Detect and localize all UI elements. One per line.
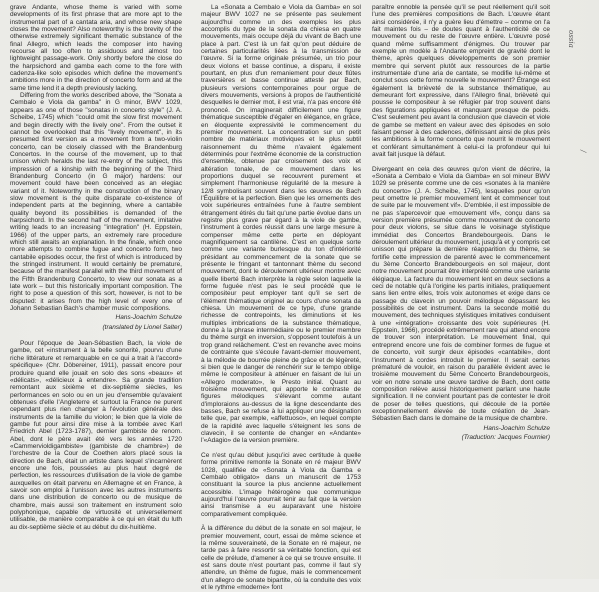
french-column-right: [372, 4, 550, 576]
english-paragraph-2: Differing from the works described above, the "Sonata a Cembalo e Viola da gamba" in G minor, BWV 1029, appears as one of those "sonatas in concerto style" (J. A. Scheibe, 1745) which "could omit the slow first movement and begin directly with the lively one". From the outset it cannot be overlooked that this "lively movement", in its presumed first version as a movement from a two-violin concerto, can be closely classed with the Brandenburg Concertos. In the course of the movement, up to that unison which heralds the last re-entry of the subject, this impression of a kinship with the beginning of the Third Brandenburg Concerto (in G major) hardens: our movement could have been conceived as an elegiac variant of it. Noteworthy in the construction of the binary slow movement is the quite disparate co-existence of independent parts at the beginning, where a cantabile quality beyond its possibilities is demanded of the harpsichord. In the second half of the movement, imitative writing leads to an increasing "integration" (H. Eppstein, 1966) of the upper parts, an extremely rare procedure which still awaits an explanation. In the finale, which once more attempts to combine fugue and concerto form, two cantabile episodes occur, the first of which is introduced by the stringed instrument. It would certainly be premature, because of the manifest parallel with the third movement of the Fifth Brandenburg Concerto, to view our sonata as a late work – but this historically important composition. The right to pose a question of this sort, however, is not to be disputed: it arises from the high level of every one of Johann Sebastian Bach's chamber music compositions.: [10, 92, 182, 313]
english-paragraph-1: grave Andante, whose theme is varied with some developments of its first phrase that are more apt to the instrumental part of a cantata aria, and whose new shape closes the movement? Also noteworthy is the brevity of the otherwise extremely significant thematic substance of the final Allegro, which leads the composer into having recourse all too often to assiduous and almost too lightweight passage-work. Only shortly before the close do the harpsichord and gamba each come to the fore with cadenza-like solo episodes which define the movement's ambitions more in the direction of concerto form and at the same time lend it a depth previously lacking.: [10, 4, 182, 92]
english-column: [10, 4, 182, 576]
french-right-text: paraître ennoble la pensée qu'il se peut réellement qu'il soit l'une des premières compositions de Bach. L'œuvre étant ainsi considérée, il n'y a guère lieu d'émettre – comme on l'a fait maintes fois – de doutes quant à l'authenticité de ce mouvement ou du reste de l'œuvre entière. L'œuvre posé quand même suffisamment d'énigmes. Ou trouver par exemple un modèle à l'Andante empreint de gravité dont le thème, après quelques développements de son premier membre qui servent plutôt aux ressources de la partie instrumentale d'une aria de cantate, se modifie lui-même et conclut sous cette forme nouvelle le mouvement? Étrange est également la brièveté de la substance thématique, au demeurant fort expressive, dans l'Allegro final, brièveté qui pousse le compositeur à se réfugier par trop souvent dans des figurations appliquées et manquant presque de poids. C'est seulement peu avant la conclusion que clavecin et viole de gambe se mettent en valeur avec des épisodes en solo faisant penser à des cadences, définissant ainsi de plus près les ambitions à la forme concerto que nourrit le mouvement et conférant simultanément à celui-ci la profondeur qui lui avait fait jusque là défaut. Divergeant en cela des œuvres qu'on vient de décrire, la «Sonata a Cembalo e Viola da Gamba» en sol mineur BWV 1029 se présente comme une de ces «sonates à la manière du concerto» (J. A. Scheibe, 1745), lesquelles pour qu'on peut omettre le premier mouvement lent et commencer tout de suite par le mouvement vif». D'emblée, il est impossible de ne pas s'apercevoir que «mouvement vif», conçu dans sa version première présumée comme mouvement de concerto pour deux violons, se situe dans le voisinage stylistique immédiat des Concertos Brandebourgeois. Dans le déroulement ultérieur du mouvement, jusqu'à et y compris cet unisson qui prépare la dernière réapparition du thème, se fortifie cette impression de parenté avec le commencement du 3ème Concerto Brandebourgeois en sol majeur, dont notre mouvement pourrait être interprété comme une variante élégiaque. La facture du mouvement lent en deux sections a ceci de notable qu'à l'origine les partis initiales, pratiquement sans lien entre elles, trois voix autonomes et exige dans ce passage du clavecin un pouvoir mélodique dépassant les possibilités de cet instrument. Dans la seconde moitié du mouvement, des techniques stylistiques imitatives conduisent à une «intégration» croissante des voix supérieures (H. Eppstein, 1966), procédé extrêmement rare qui attend encore de trouver son interprétation. Le mouvement final, qui entreprend encore une fois de combiner formes de fugue et de concerto, voit surgir deux épisodes «cantabile», dont l'instrument à cordes introduit le premier. Il serait certes prématuré de vouloir, en raison du parallèle évident avec le troisième mouvement du 5ème Concerto Brandebourgeois, voir en notre sonate une œuvre tardive de Bach, dont cette composition relève aussi historiquement parlant une haute signification. Il ne convient pourtant pas de contester le droit de poser de telles questions, qui découle de la portée exceptionnellement élevée de toute création de Jean-Sébastien Bach dans le domaine de la musique de chambre.: [372, 4, 550, 423]
french-middle-text: La «Sonata a Cembalo e Viola da Gamba» en sol majeur BWV 1027 ne se présente pas seulement aujourd'hui comme un des exemples les plus accomplis du type de la sonata da chiesa en quatre mouvements, mais occupe déjà du vivant de Bach une place à part. C'est là un fait qu'on peut déduire de certaines particularités liées à la transmission de l'œuvre. Si la forme originale présumée, un trio pour deux violons et basse continue, a disparu, il existe pourtant, en plus d'un remaniement pour deux flûtes traversières et basse continue attesté par Bach, plusieurs versions contemporaines pour orgue de divers mouvements, versions à propos de l'authenticité desquelles le dernier mot, il est vrai, n'a pas encore été prononcé. On imaginerait difficilement une figure thématique susceptible d'égaler en élégance, en grâce, en éloquente expressivité le commencement du premier mouvement. La concentration sur un petit nombre de matériaux motiviques et le plus subtil raisonnement du thème n'avaient également déterminés pour l'extrême économie de la construction d'ensemble, obtenue par croisement des voix et altération tonale, de ce mouvement dans les proportions duquel se recouvrent purement et simplement l'harmonieuse régularité de la mesure à 12/8 symbolisant souvent dans les œuvres de Bach l'Équilibre et la perfection. Bien que les ornements des voix supérieures entraînées l'une à l'autre semblent étrangement étirés du fait qu'une partie évolue dans un registre plus grave par égard à la viole de gambe, l'instrument à cordes réussit dans une large mesure à compenser même cette perte en déployant magnifiquement sa cantilène. C'est en quelque sorte comme une variante burlesque du ton d'intériorité présidant au commencement de la sonate que se présente le fringant et tantonnant thème du second mouvement, dont le déroulement ultérieur montre avec quelle liberté Bach interprète la règle selon laquelle la forme fuguée n'est pas le seul procédé que le compositeur peut employer tant qu'il se sert de l'élément thématique originel au cours d'une sonata da chiesa. Un mouvement de ce type, d'une grande richesse de contrepoints, les diminutions et les multiples imbrications de la substance thématique, donne à la phrase intermédiaire ou le premier membre du thème surgit en inversion, s'opposent toutefois à un trop grand relâchement. C'est en revanche avec moins de contrainte que s'écoule l'avant-dernier mouvement, à la mélodie de bourrée pleine de grâce et de légèreté, si bien que le danger de renchérir sur le tempo oblige même le compositeur à atténuer en faisant de lui un «Allegro moderato», le Presto initial. Quant au troisième mouvement, qui apporte le contraste de figures mélodiques s'élevant comme autant d'imploraions au-dessus de la ligne descendante des basses, Bach se refuse à lui appliquer une désignation telle que, par exemple, «affettuoso», en lequel compte de la rapidité avec laquelle s'éteignent les sons de clavecin, il se contente de changer en «Andante» l'«Adagio» de la version première. Ce n'est qu'au début jusqu'ici avec certitude à quelle forme primitive remonte la Sonate en ré majeur BWV 1028, qualifiée de «Sonata à Viola da Gamba e Cembalo obligato» dans un manuscrit de 1753 constituant la source la plus ancienne actuellement accessible. L'image hétérogène que communique aujourd'hui l'œuvre pourrait tenir au fait que la version ainsi transmise a eu auparavant une histoire comparativement compliquée. À la différence du début de la sonate en sol majeur, le premier mouvement, court, essai de même science et la même souveraineté, de la Sonate en ré majeur, ne tarde pas à faire ressortir sa véritable fonction, qui est celle de prélude, d'amener à ce qui se trouve ensuite. Il est sans doute n'est pourtant pas, comme il faut s'y attendre, un thème de fugue, mais le commencement d'un allegro de sonate bipartite, où la conduite des voix et le rythme «moderne» font: [201, 4, 361, 592]
margin-scrawl-2: /: [579, 150, 587, 153]
margin-scrawl-1: ossia: [567, 30, 575, 48]
french-author: Hans-Joachim Schulze: [483, 424, 550, 432]
margin-handwriting: [561, 0, 599, 579]
french-column-middle: [201, 4, 361, 592]
french-translator: (Traduction: Jacques Fournier): [461, 433, 550, 441]
french-paragraph-1: Pour l'époque de Jean-Sébastien Bach, la viole de gambe, cet «instrument à la belle sonorité, pourvu d'une riche littérature et remarquable en ce qui a trait à l'accord» spécifique» (Chr. Döbereiner, 1911), passait encore pour produire quand elle jouait en solo des sons «beaux» et «délicats», «délicieux à entendre». Sa grande tradition remontant aux sixième et dix-septième siècles, les performances en solo ou en un jeu d'ensemble qu'avaient obtenues d'elle l'Angleterre et surtout la France ne purent cependant plus rien changer à l'évolution générale des instruments de la famille du violon; le bien que la viole de gambe fut pour ainsi dire mise à la tombée avec Karl Friedrich Abel (1723-1787), dernier gambiste de renom. Abel, dont le père avait été vers les années 1720 «Cammervioldigambiste» (gambiste de chambre») de l'orchestre de la Cour de Coethen alors placé sous la direction de Bach, était un artiste dans lequel s'incarnèrent encore une fois, poussées au plus haut degré de perfection, les ressources d'utilisation de la viole de gambe auxquelles on était parvenu en Allemagne et en France, à savoir son emploi à l'unisson avec les autres instruments dans une distribution de concerto ou de musique de chambre, mais aussi son traitement en instrument solo polyphonique, capable de virtuosité et universellement utilisable, de manière comparable à ce qui en était du luth au dix-septième siècle et au début du dix-huitième.: [10, 340, 182, 531]
english-translator: (translated by Lionel Salter): [102, 323, 182, 331]
english-author: Hans-Joachim Schulze: [115, 314, 182, 322]
